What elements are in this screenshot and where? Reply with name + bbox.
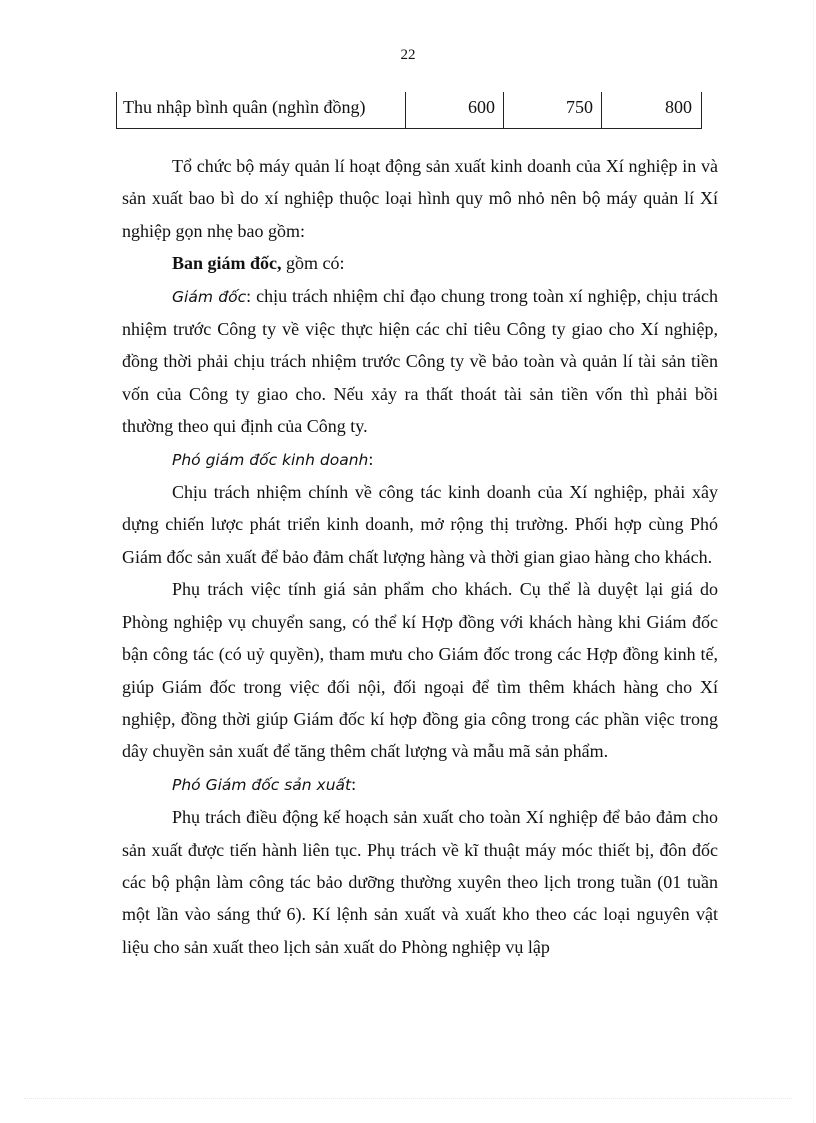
document-body: [122, 150, 718, 963]
table-label-cell: Thu nhập bình quân (nghìn đồng): [117, 92, 406, 128]
role-title-deputy-production: Phó Giám đốc sản xuất: [172, 775, 352, 794]
director-description: : chịu trách nhiệm chỉ đạo chung trong toàn xí nghiệp, chịu trách nhiệm trước Công ty về việc thực hiện các chỉ tiêu Công ty giao cho Xí nghiệp, đồng thời phải chịu trách nhiệm trước Công ty về bảo toàn và quản lí tài sản tiền vốn của Công ty giao cho. Nếu xảy ra thất thoát tài sản tiền vốn thì phải bồi thường theo qui định của Công ty.: [122, 285, 719, 437]
deputy-production-heading: [122, 768, 718, 801]
table-value-cell: 750: [504, 92, 602, 128]
deputy-business-paragraph-1: Chịu trách nhiệm chính về công tác kinh doanh của Xí nghiệp, phải xây dựng chiến lược phát triển kinh doanh, mở rộng thị trường. Phối hợp cùng Phó Giám đốc sản xuất để bảo đảm chất lượng hàng và thời gian giao hàng cho khách.: [122, 482, 718, 567]
page-edge-guide: [813, 0, 814, 1123]
heading-colon: :: [368, 448, 374, 469]
table-value-cell: 800: [665, 97, 692, 117]
table-value-cell: 600: [406, 92, 504, 128]
page-number: 22: [400, 47, 416, 63]
deputy-business-heading: [122, 443, 718, 476]
page-bottom-guide: [24, 1098, 792, 1099]
deputy-business-paragraph-2: Phụ trách việc tính giá sản phẩm cho khách. Cụ thể là duyệt lại giá do Phòng nghiệp vụ chuyển sang, có thể kí Hợp đồng với khách hàng khi Giám đốc bận công tác (có uỷ quyền), tham mưu cho Giám đốc trong các Hợp đồng kinh tế, giúp Giám đốc trong việc đối nội, đối ngoại để tìm thêm khách hàng cho Xí nghiệp, đồng thời giúp Giám đốc kí hợp đồng gia công trong các phần việc trong dây chuyền sản xuất để tăng thêm chất lượng và mẫu mã sản phẩm.: [122, 579, 718, 762]
board-heading-paragraph: [122, 247, 718, 279]
section-heading: Ban giám đốc,: [172, 253, 282, 274]
director-paragraph: [122, 280, 718, 443]
heading-colon: :: [351, 773, 357, 794]
role-title-director: Giám đốc: [172, 287, 247, 306]
deputy-production-paragraph-1: Phụ trách điều động kế hoạch sản xuất cho toàn Xí nghiệp để bảo đảm cho sản xuất được tiến hành liên tục. Phụ trách về kĩ thuật máy móc thiết bị, đôn đốc các bộ phận làm công tác bảo dưỡng thường xuyên theo lịch trong tuần (01 tuần một lần vào sáng thứ 6). Kí lệnh sản xuất và xuất kho theo các loại nguyên vật liệu cho sản xuất theo lịch sản xuất do Phòng nghiệp vụ lập: [122, 807, 718, 957]
income-table-row: [116, 92, 702, 129]
intro-paragraph: Tổ chức bộ máy quản lí hoạt động sản xuất kinh doanh của Xí nghiệp in và sản xuất bao bì do xí nghiệp thuộc loại hình quy mô nhỏ nên bộ máy quản lí Xí nghiệp gọn nhẹ bao gồm:: [122, 156, 718, 241]
heading-continuation: gồm có:: [281, 253, 345, 274]
role-title-deputy-business: Phó giám đốc kinh doanh: [172, 450, 369, 469]
